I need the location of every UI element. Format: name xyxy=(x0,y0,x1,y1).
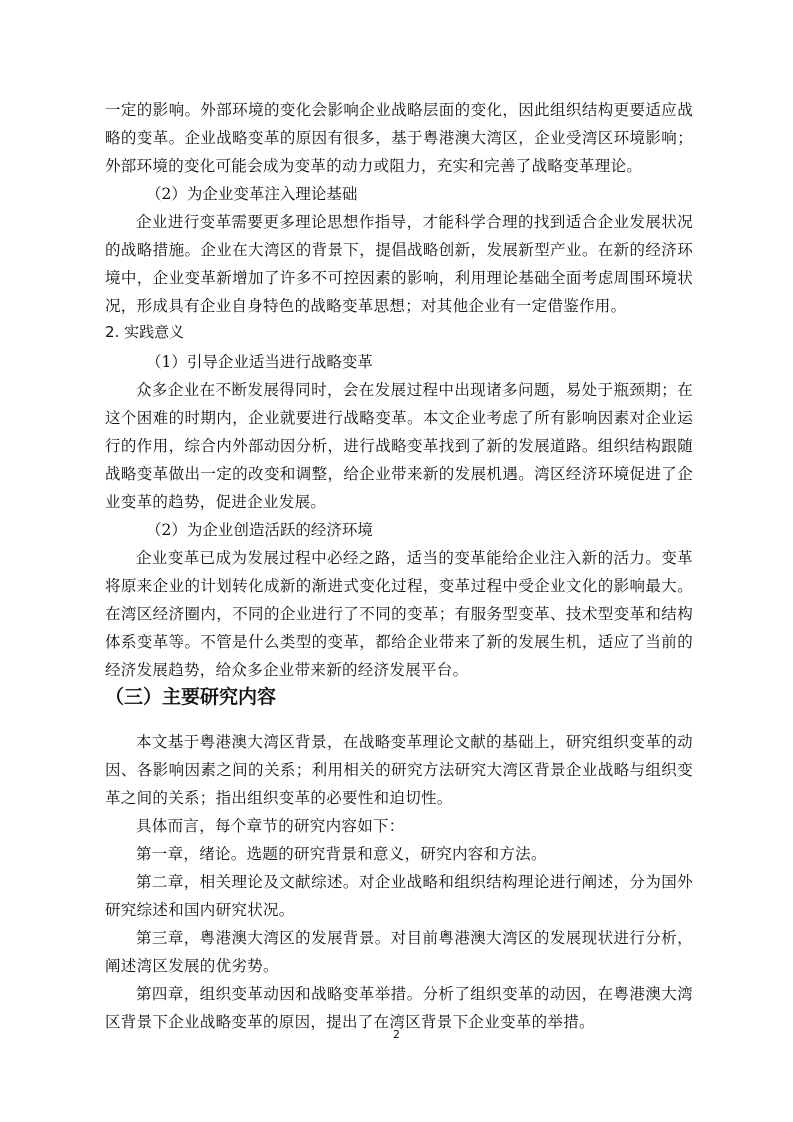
paragraph-chapter-intro: 具体而言，每个章节的研究内容如下： xyxy=(136,817,405,835)
heading-practical-significance: 2. 实践意义 xyxy=(105,323,185,341)
subheading-guide-strategic-change: （1）引导企业适当进行战略变革 xyxy=(146,353,373,371)
paragraph-external-environment: 一定的影响。外部环境的变化会影响企业战略层面的变化，因此组织结构更要适应战略的变革。企业战略变革的原因有很多，基于粤港澳大湾区，企业受湾区环境影响；外部环境的变化可能会成为变革的动力或阻力，充实和完善了战略变革理论。 xyxy=(105,101,693,175)
section-title-research-content: （三）主要研究内容 xyxy=(105,686,277,708)
paragraph-research-basis: 本文基于粤港澳大湾区背景，在战略变革理论文献的基础上，研究组织变革的动因、各影响因素之间的关系；利用相关的研究方法研究大湾区背景企业战略与组织变革之间的关系；指出组织变革的必要性和迫切性。 xyxy=(105,733,693,807)
paragraph-chapter-2: 第二章，相关理论及文献综述。对企业战略和组织结构理论进行阐述，分为国外研究综述和国内研究状况。 xyxy=(105,873,693,919)
paragraph-chapter-3: 第三章，粤港澳大湾区的发展背景。对目前粤港澳大湾区的发展现状进行分析，阐述湾区发展的优劣势。 xyxy=(105,929,693,975)
paragraph-chapter-4: 第四章，组织变革动因和战略变革举措。分析了组织变革的动因，在粤港澳大湾区背景下企业战略变革的原因，提出了在湾区背景下企业变革的举措。 xyxy=(105,985,693,1031)
paragraph-theory-guidance: 企业进行变革需要更多理论思想作指导，才能科学合理的找到适合企业发展状况的战略措施。企业在大湾区的背景下，提倡战略创新，发展新型产业。在新的经济环境中，企业变革新增加了许多不可控因素的影响，利用理论基础全面考虑周围环境状况，形成具有企业自身特色的战略变革思想；对其他企业有一定借鉴作用。 xyxy=(105,213,693,315)
page-number: 2 xyxy=(393,1028,400,1041)
paragraph-bottleneck: 众多企业在不断发展得同时，会在发展过程中出现诸多问题，易处于瓶颈期；在这个困难的时期内，企业就要进行战略变革。本文企业考虑了所有影响因素对企业运行的作用，综合内外部动因分析，进行战略变革找到了新的发展道路。组织结构跟随战略变革做出一定的改变和调整，给企业带来新的发展机遇。湾区经济环境促进了企业变革的趋势，促进企业发展。 xyxy=(105,381,693,511)
paragraph-change-path: 企业变革已成为发展过程中必经之路，适当的变革能给企业注入新的活力。变革将原来企业的计划转化成新的渐进式变化过程，变革过程中受企业文化的影响最大。在湾区经济圈内，不同的企业进行了不同的变革；有服务型变革、技术型变革和结构体系变革等。不管是什么类型的变革，都给企业带来了新的发展生机，适应了当前的经济发展趋势，给众多企业带来新的经济发展平台。 xyxy=(105,549,693,679)
paragraph-chapter-1: 第一章，绪论。选题的研究背景和意义，研究内容和方法。 xyxy=(136,845,547,863)
subheading-economic-environment: （2）为企业创造活跃的经济环境 xyxy=(146,521,373,539)
subheading-theory-foundation: （2）为企业变革注入理论基础 xyxy=(146,185,358,203)
